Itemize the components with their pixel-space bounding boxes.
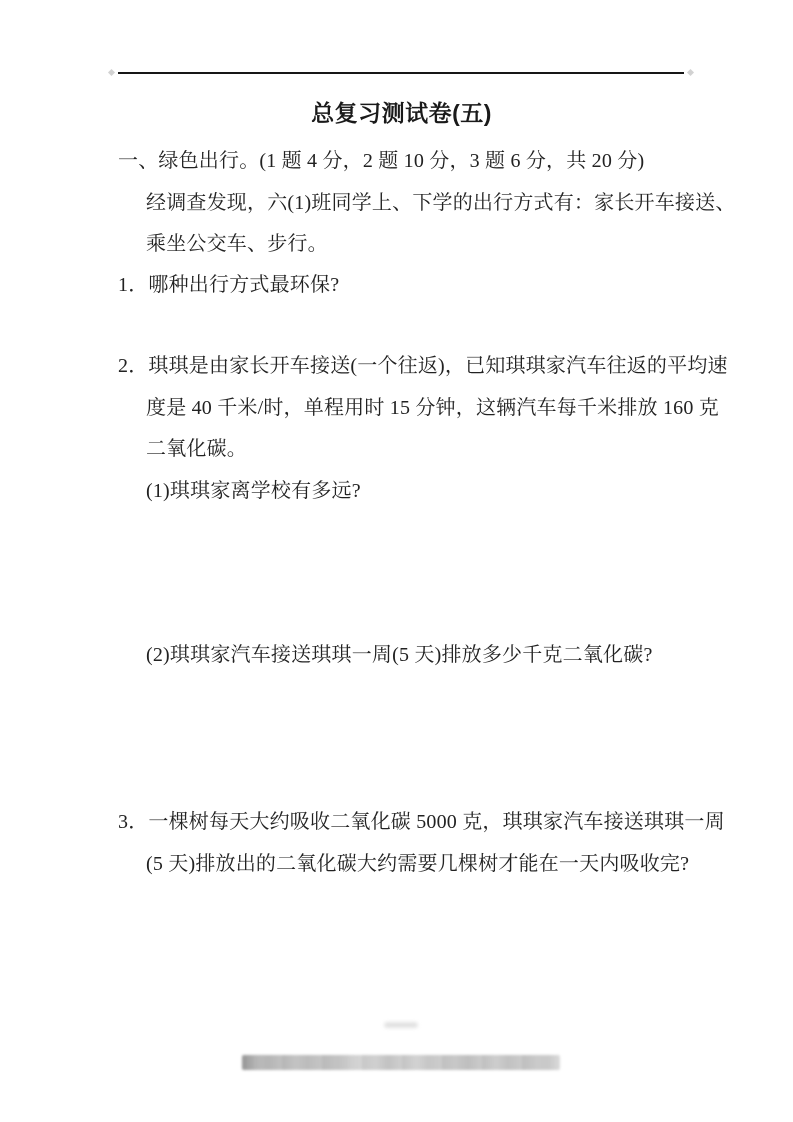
- redacted-watermark: [242, 1055, 560, 1070]
- question-3-line-1: 3．一棵树每天大约吸收二氧化碳 5000 克，琪琪家汽车接送琪琪一周: [118, 811, 725, 833]
- section-heading: 一、绿色出行。(1 题 4 分，2 题 10 分，3 题 6 分，共 20 分): [118, 150, 645, 172]
- rule-end-mark-right: [687, 69, 694, 76]
- faint-scan-smudge: [384, 1022, 418, 1028]
- question-2-line-2: 度是 40 千米/时，单程用时 15 分钟，这辆汽车每千米排放 160 克: [146, 397, 719, 419]
- page-title: 总复习测试卷(五): [311, 100, 492, 126]
- question-2-sub-1: (1)琪琪家离学校有多远?: [146, 480, 361, 502]
- intro-line-2: 乘坐公交车、步行。: [146, 233, 328, 255]
- question-2-sub-2: (2)琪琪家汽车接送琪琪一周(5 天)排放多少千克二氧化碳?: [146, 644, 653, 666]
- intro-line-1: 经调查发现，六(1)班同学上、下学的出行方式有：家长开车接送、: [146, 192, 736, 214]
- question-1: 1．哪种出行方式最环保?: [118, 274, 340, 296]
- header-rule: [118, 72, 684, 74]
- question-2-line-3: 二氧化碳。: [146, 438, 247, 460]
- rule-end-mark-left: [108, 69, 115, 76]
- question-3-line-2: (5 天)排放出的二氧化碳大约需要几棵树才能在一天内吸收完?: [146, 853, 690, 875]
- question-2-line-1: 2．琪琪是由家长开车接送(一个往返)，已知琪琪家汽车往返的平均速: [118, 355, 728, 377]
